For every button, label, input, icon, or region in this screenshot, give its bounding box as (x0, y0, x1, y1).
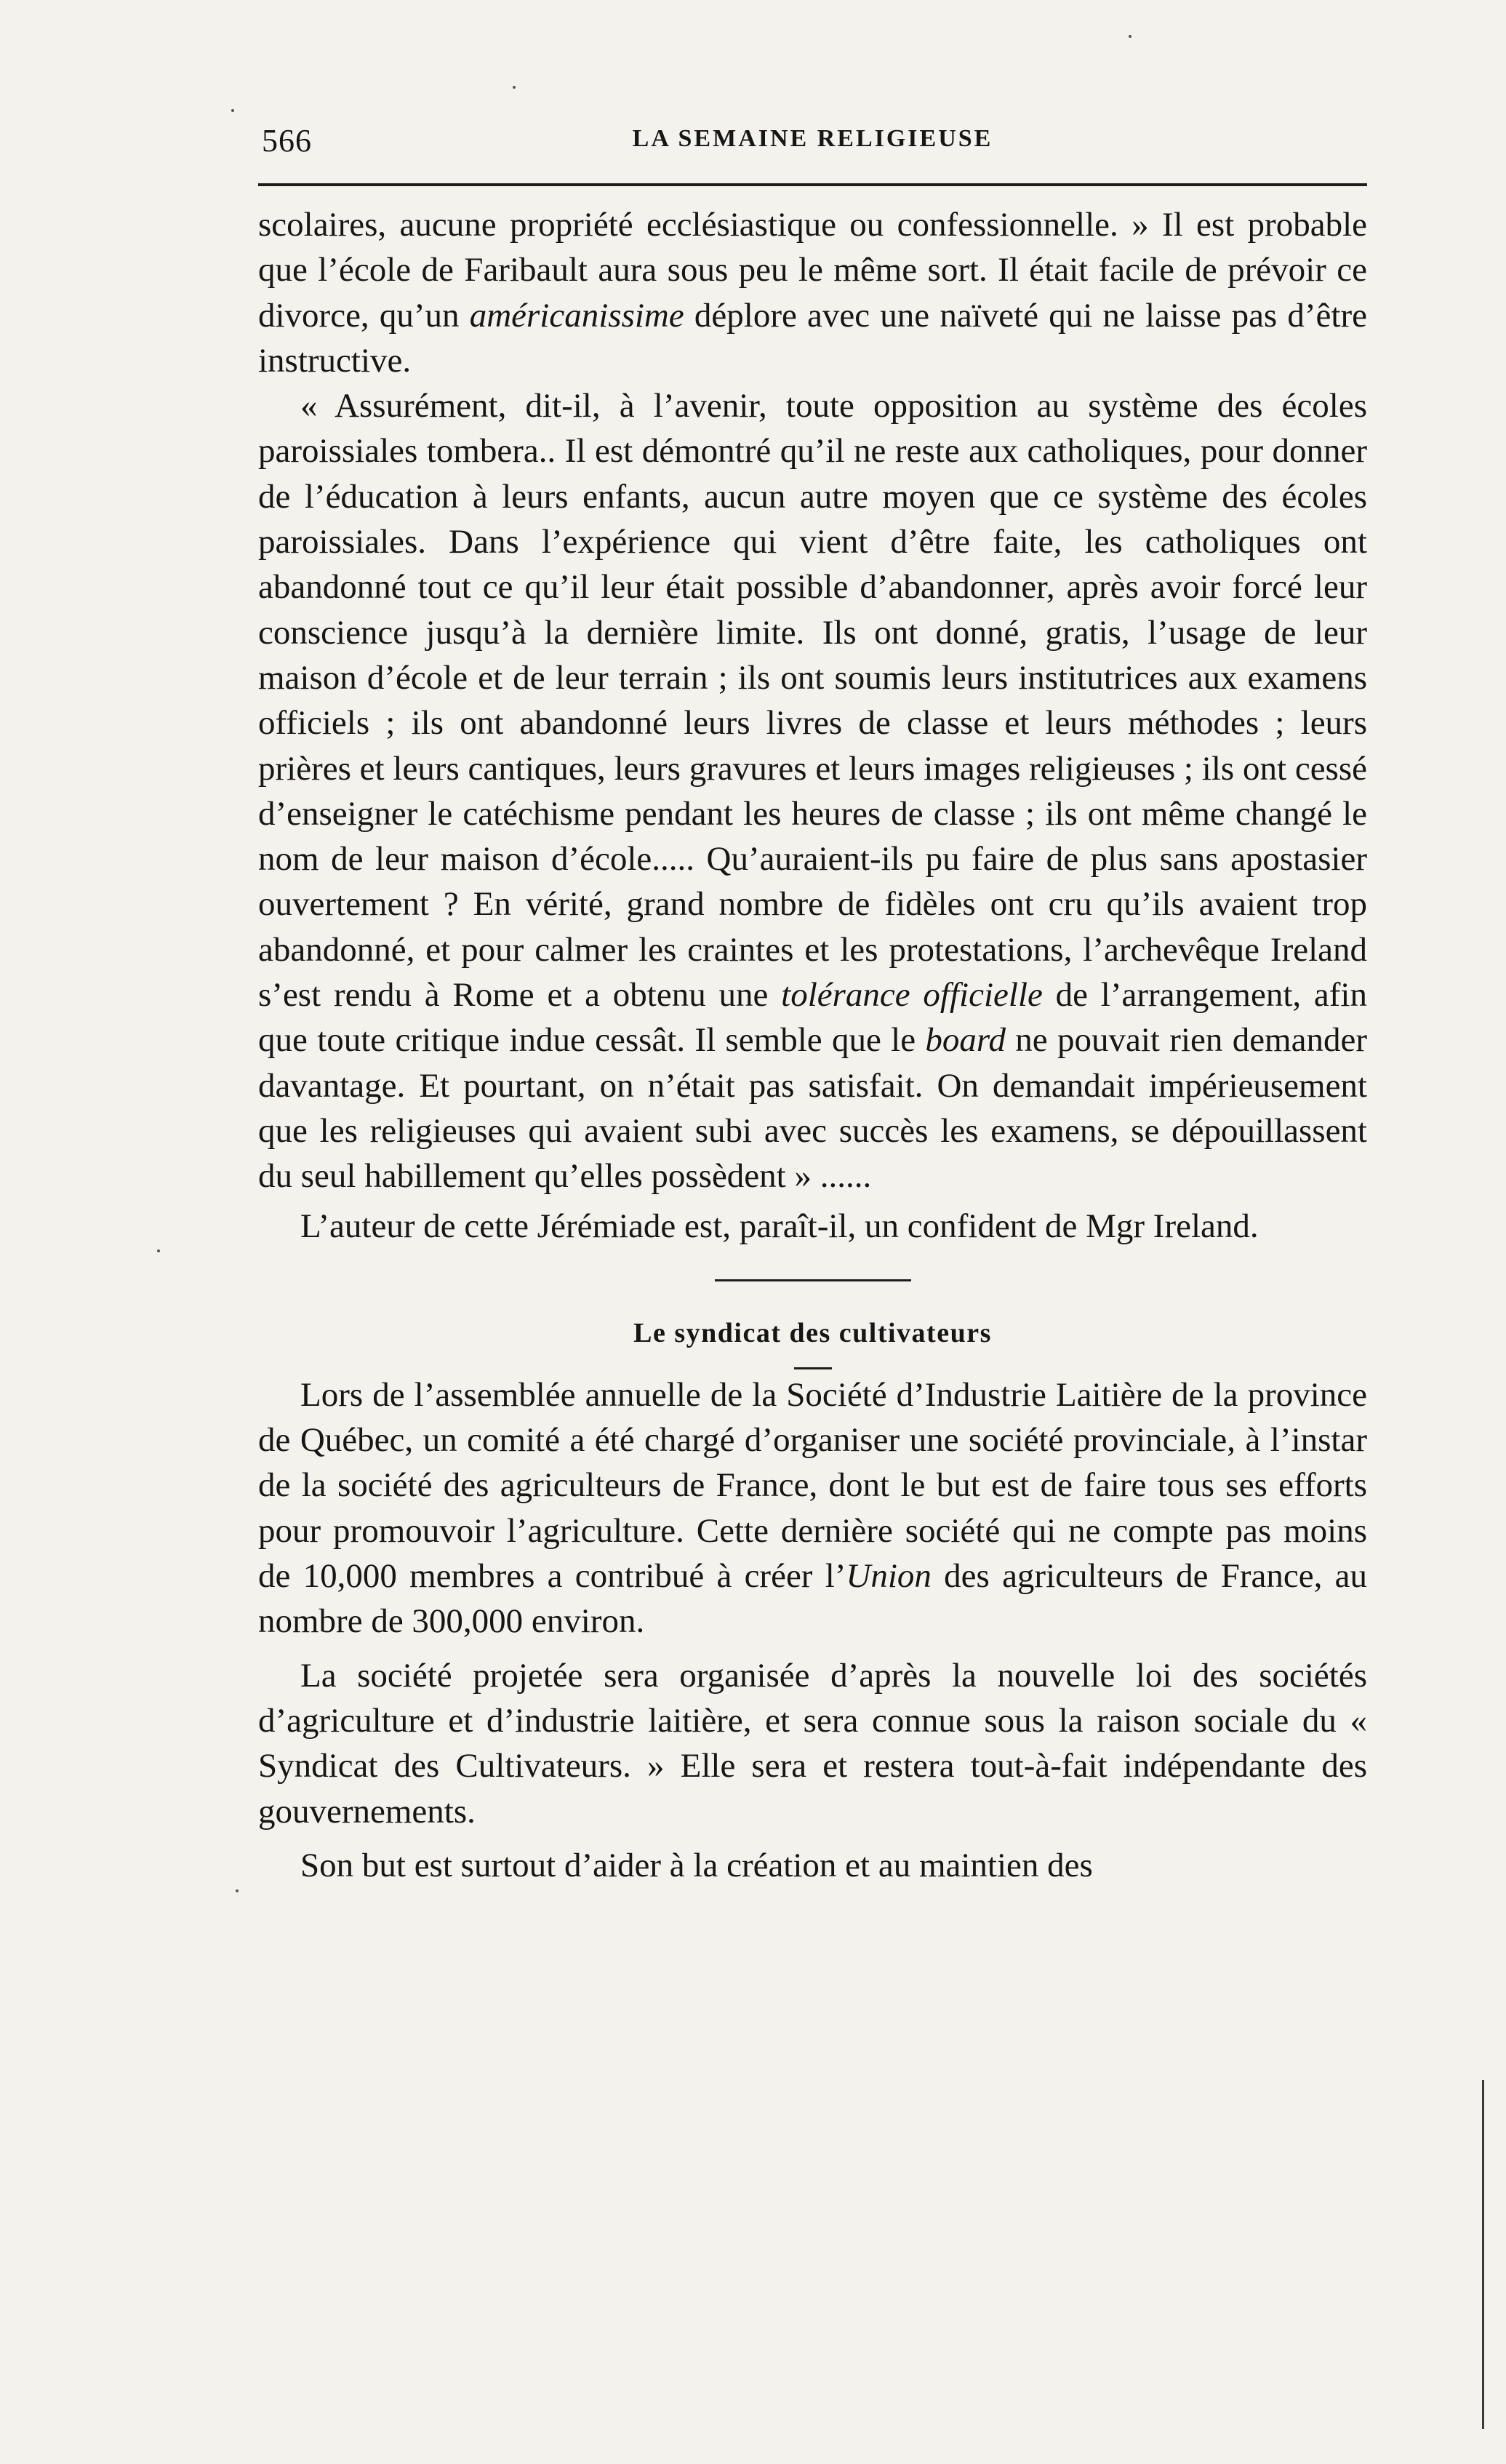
running-title: LA SEMAINE RELIGIEUSE (632, 125, 993, 152)
body-text (258, 202, 1367, 1888)
margin-scan-line (1482, 2080, 1484, 2429)
italic-text-run: tolérance officielle (781, 976, 1043, 1015)
text-run: L’auteur de cette Jérémiade est, paraît-il, un confident de Mgr Ireland. (300, 1207, 1259, 1245)
section-divider (715, 1279, 911, 1281)
text-run: déplore avec une naïveté qui ne laisse pas d’être instructive. (258, 296, 1367, 380)
italic-text-run: Union (846, 1557, 932, 1596)
scan-speck (231, 109, 234, 112)
section-heading: Le syndicat des cultivateurs (633, 1317, 992, 1348)
header-rule (258, 183, 1367, 186)
scan-speck (236, 1889, 239, 1892)
paragraph-syndicat-2 (258, 1653, 1367, 1834)
text-run: des agriculteurs de France, au nombre de 300,000 environ. (258, 1557, 1367, 1641)
heading-underline (794, 1367, 832, 1369)
text-run: Lors de l’assemblée annuelle de la Société d’Industrie Laitière de la province de Québec, un comité a été chargé d’organiser une société provinciale, à l’instar de la société des agriculteurs de France, dont le but est de faire tous ses efforts pour promouvoir l’agriculture. Cette dernière société qui ne compte pas moins de 10,000 membres a contribué à créer l’ (258, 1375, 1367, 1596)
text-run: La société projetée sera organisée d’après la nouvelle loi des sociétés d’agriculture et d’industrie laitière, et sera connue sous la raison sociale du « Syndicat des Cultivateurs. » Elle sera et restera tout-à-fait indépendante des gouvernements. (258, 1656, 1367, 1831)
paragraph-continued-1 (258, 202, 1367, 383)
page-header (262, 122, 1363, 166)
paragraph-quotation (258, 383, 1367, 1199)
text-run: de l’arrangement, afin que toute critique indue cessât. Il semble que le (258, 976, 1367, 1060)
paragraph-syndicat-3 (258, 1843, 1367, 1888)
italic-text-run: américanissime (469, 296, 684, 335)
text-run: scolaires, aucune propriété ecclésiastique ou confessionnelle. » Il est probable que l’école de Faribault aura sous peu le même sort. Il était facile de prévoir ce divorce, qu’un (258, 206, 1367, 335)
paragraph-closing-remark (258, 1204, 1367, 1249)
scan-speck (1129, 35, 1131, 38)
text-run: « Assurément, dit-il, à l’avenir, toute opposition au système des écoles paroissiales tombera.. Il est démontré qu’il ne reste aux catholiques, pour donner de l’éducation à leurs enfants, aucun autre moyen que ce système des écoles paroissiales. Dans l’expérience qui vient d’être faite, les catholiques ont abandonné tout ce qu’il leur était possible d’abandonner, après avoir forcé leur conscience jusqu’à la dernière limite. Ils ont donné, gratis, l’usage de leur maison d’école et de leur terrain ; ils ont soumis leurs institutrices aux examens officiels ; ils ont abandonné leurs livres de classe et leurs méthodes ; leurs prières et leurs cantiques, leurs gravures et leurs images religieuses ; ils ont cessé d’enseigner le catéchisme pendant les heures de classe ; ils ont même changé le nom de leur maison d’école..... Qu’auraient-ils pu faire de plus sans apostasier ouvertement ? En vérité, grand nombre de fidèles ont cru qu’ils avaient trop abandonné, et pour calmer les craintes et les protestations, l’archevêque Ireland s’est rendu à Rome et a obtenu une (258, 387, 1367, 1015)
paragraph-syndicat-1 (258, 1372, 1367, 1644)
page-number: 566 (262, 123, 312, 159)
italic-text-run: board (925, 1021, 1006, 1060)
scan-speck (513, 86, 516, 89)
text-run: ne pouvait rien demander davantage. Et pourtant, on n’était pas satisfait. On demandait impérieusement que les religieuses qui avaient subi avec succès les examens, se dépouillassent du seul habillement qu’elles possèdent » ...... (258, 1021, 1367, 1196)
scan-speck (157, 1249, 160, 1252)
text-run: Son but est surtout d’aider à la création et au maintien des (300, 1846, 1093, 1884)
